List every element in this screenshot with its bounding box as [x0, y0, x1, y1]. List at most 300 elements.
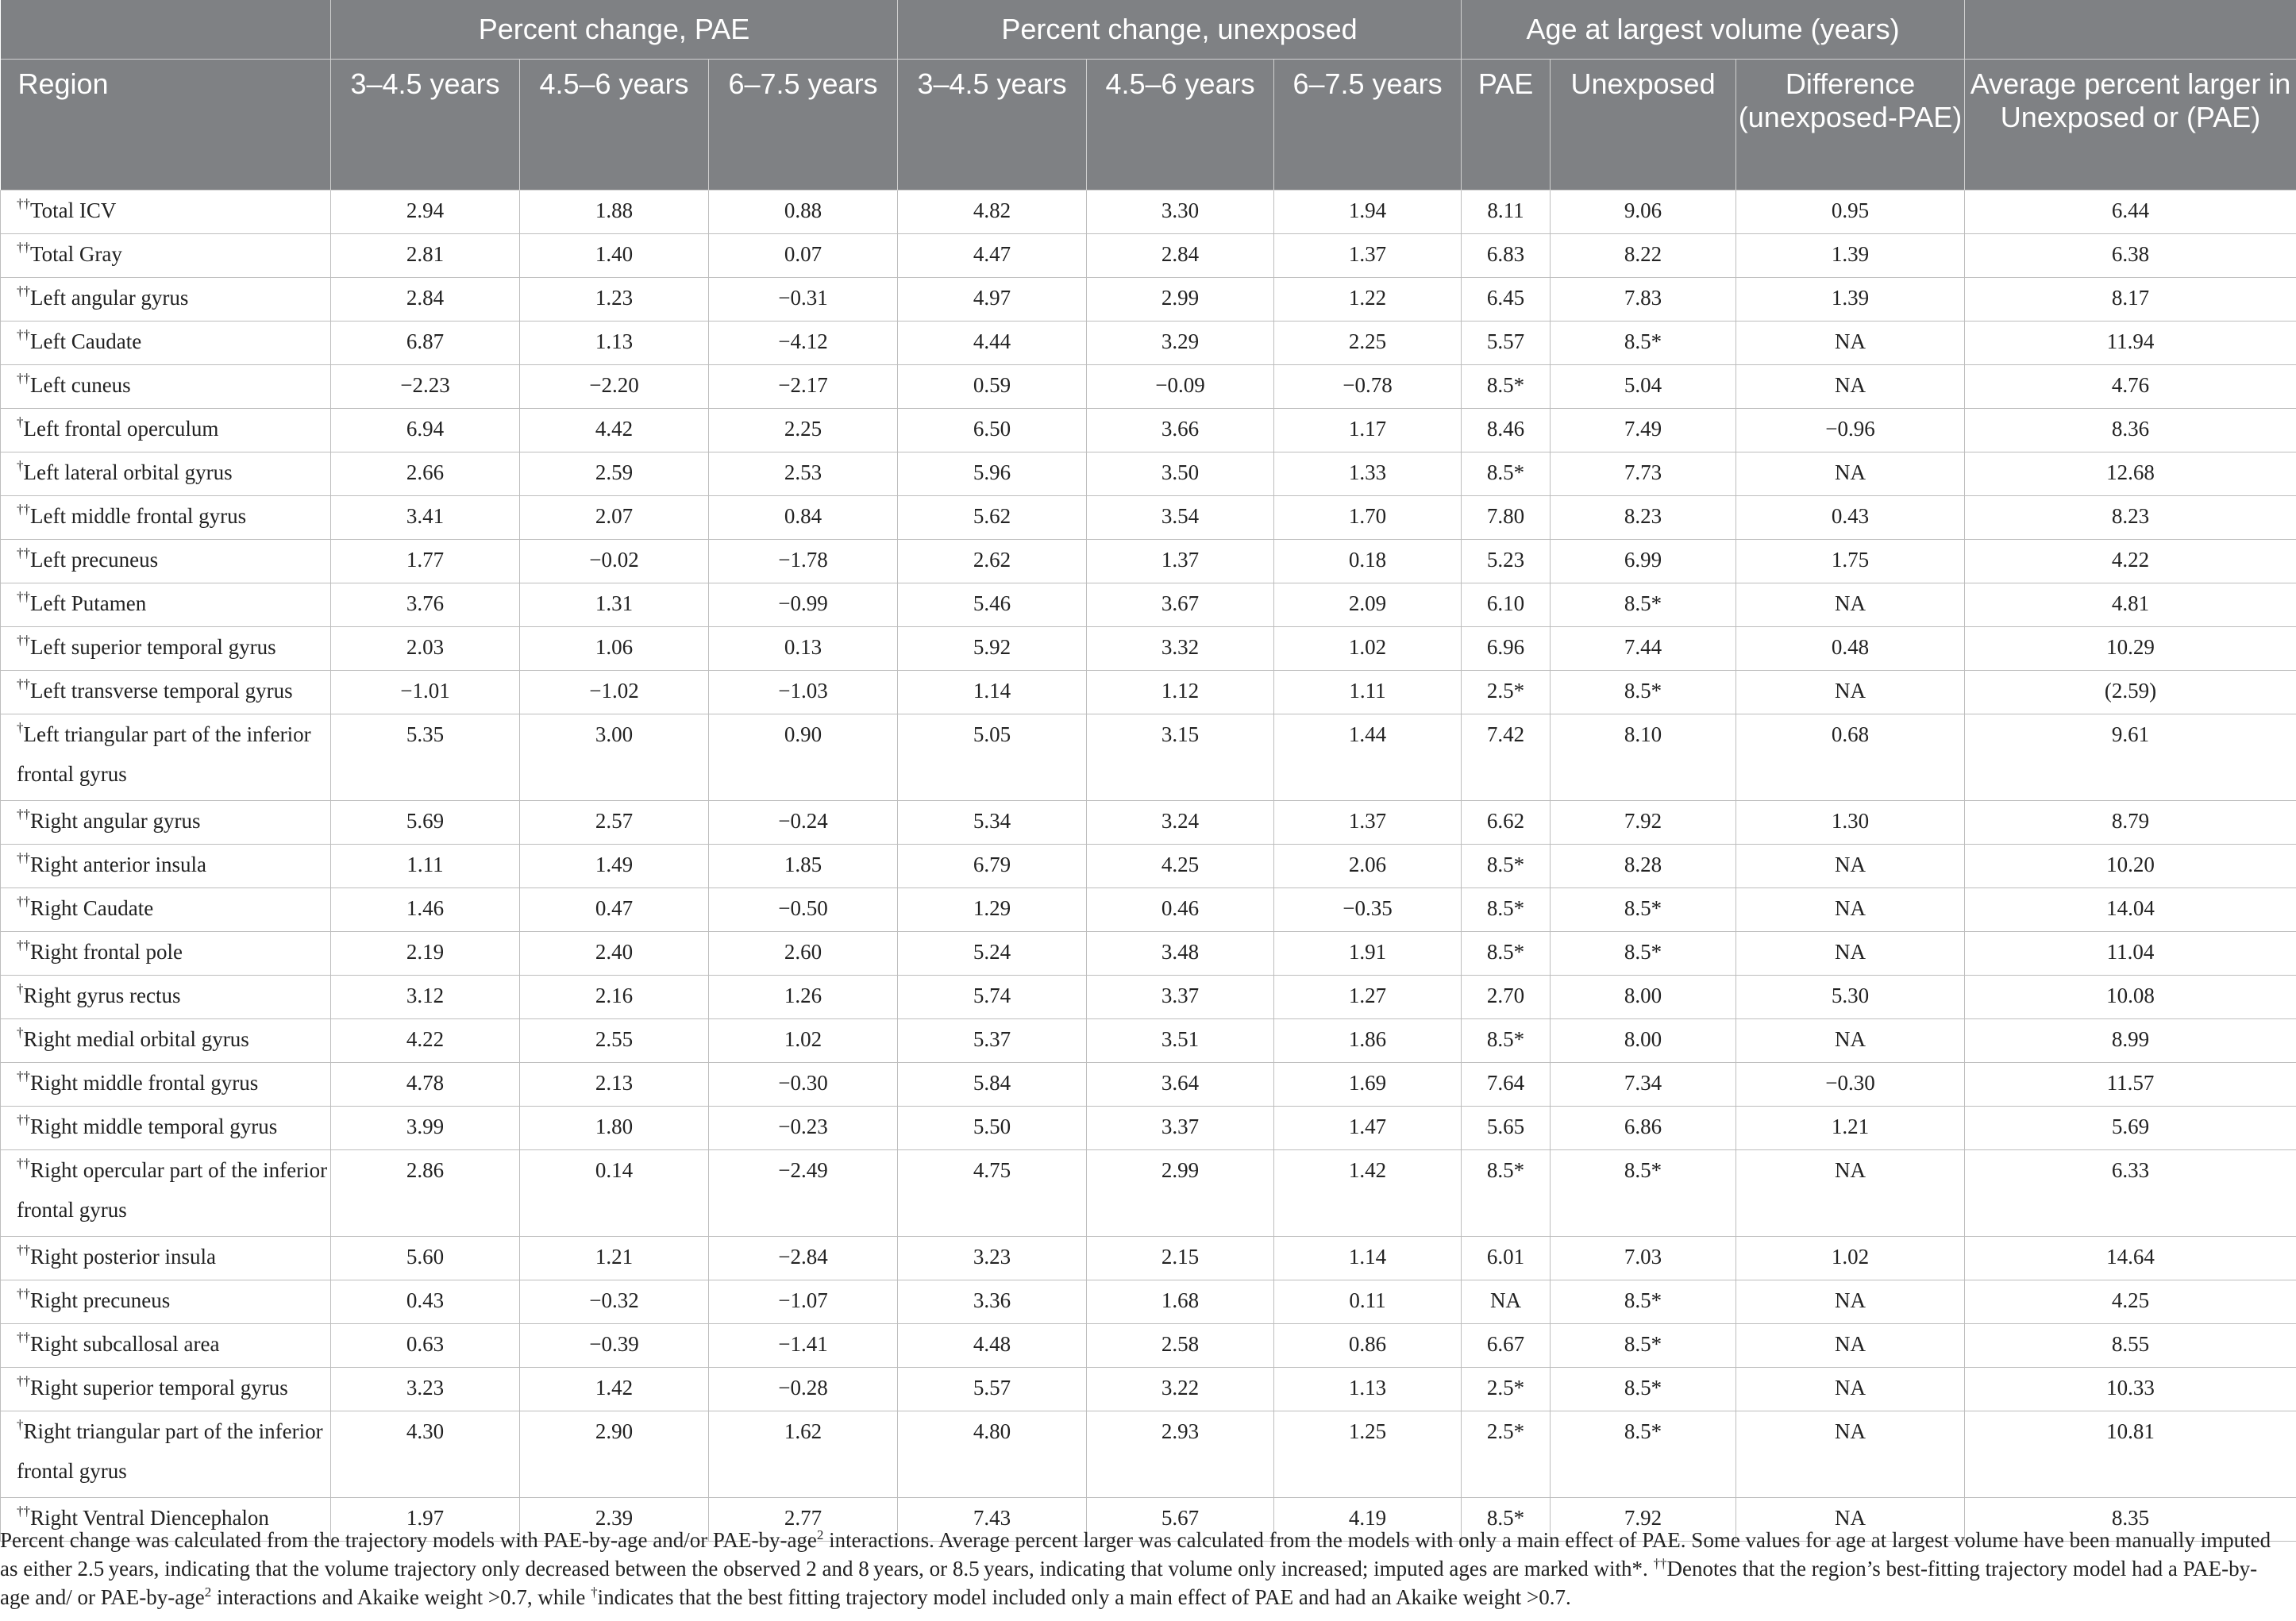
- region-name: Right middle temporal gyrus: [30, 1115, 278, 1138]
- value-cell: 8.35: [1965, 1498, 2296, 1542]
- value-cell: −0.30: [1736, 1063, 1965, 1107]
- value-cell: −0.39: [520, 1324, 709, 1368]
- value-cell: 4.76: [1965, 365, 2296, 409]
- significance-marker: †: [17, 458, 24, 473]
- significance-marker: †: [17, 720, 24, 735]
- value-cell: 8.5*: [1462, 888, 1551, 932]
- value-cell: 1.40: [520, 234, 709, 278]
- value-cell: 5.37: [898, 1019, 1087, 1063]
- value-cell: 4.82: [898, 191, 1087, 234]
- value-cell: 1.39: [1736, 278, 1965, 322]
- significance-marker: †: [17, 1417, 24, 1432]
- value-cell: 10.20: [1965, 845, 2296, 888]
- value-cell: 1.26: [709, 976, 898, 1019]
- value-cell: 0.43: [331, 1280, 520, 1324]
- table-row: [1, 1107, 2296, 1150]
- column-header: 3–4.5 years: [331, 60, 520, 191]
- region-cell: [1, 845, 331, 888]
- table-row: [1, 714, 2296, 801]
- value-cell: 6.96: [1462, 627, 1551, 671]
- region-cell: [1, 627, 331, 671]
- value-cell: 6.67: [1462, 1324, 1551, 1368]
- significance-marker: ††: [17, 1286, 30, 1301]
- group-header-unexposed: Percent change, unexposed: [898, 0, 1462, 60]
- value-cell: 2.94: [331, 191, 520, 234]
- value-cell: 2.06: [1274, 845, 1462, 888]
- region-cell: [1, 234, 331, 278]
- value-cell: 9.61: [1965, 714, 2296, 801]
- value-cell: −0.30: [709, 1063, 898, 1107]
- value-cell: 1.25: [1274, 1411, 1462, 1498]
- value-cell: 3.51: [1087, 1019, 1274, 1063]
- value-cell: −2.20: [520, 365, 709, 409]
- value-cell: NA: [1736, 1280, 1965, 1324]
- value-cell: 1.86: [1274, 1019, 1462, 1063]
- value-cell: 2.5*: [1462, 1368, 1551, 1411]
- value-cell: 4.75: [898, 1150, 1087, 1237]
- value-cell: 6.99: [1551, 540, 1736, 583]
- value-cell: 1.68: [1087, 1280, 1274, 1324]
- value-cell: 1.49: [520, 845, 709, 888]
- region-cell: [1, 976, 331, 1019]
- value-cell: 2.07: [520, 496, 709, 540]
- value-cell: 2.93: [1087, 1411, 1274, 1498]
- value-cell: 8.55: [1965, 1324, 2296, 1368]
- significance-marker: ††: [17, 1504, 30, 1519]
- significance-marker: ††: [17, 196, 30, 211]
- significance-marker: ††: [17, 240, 30, 255]
- value-cell: 1.77: [331, 540, 520, 583]
- region-name: Left triangular part of the inferior frontal gyrus: [17, 722, 311, 786]
- significance-marker: †: [17, 1025, 24, 1040]
- value-cell: 0.43: [1736, 496, 1965, 540]
- footnote-text-4: interactions and Akaike weight >0.7, while: [211, 1585, 591, 1609]
- table-row: [1, 278, 2296, 322]
- value-cell: NA: [1736, 1150, 1965, 1237]
- column-header: 6–7.5 years: [709, 60, 898, 191]
- significance-marker: ††: [17, 371, 30, 386]
- value-cell: 7.92: [1551, 1498, 1736, 1542]
- value-cell: 5.74: [898, 976, 1087, 1019]
- value-cell: 0.47: [520, 888, 709, 932]
- value-cell: NA: [1736, 845, 1965, 888]
- region-cell: [1, 540, 331, 583]
- value-cell: 5.57: [1462, 322, 1551, 365]
- table-header: [1, 0, 2296, 191]
- value-cell: 5.92: [898, 627, 1087, 671]
- value-cell: 14.64: [1965, 1237, 2296, 1280]
- region-name: Right precuneus: [30, 1288, 171, 1312]
- region-cell: [1, 1411, 331, 1498]
- significance-marker: ††: [17, 894, 30, 909]
- value-cell: 8.10: [1551, 714, 1736, 801]
- value-cell: 4.19: [1274, 1498, 1462, 1542]
- value-cell: 0.95: [1736, 191, 1965, 234]
- value-cell: −0.96: [1736, 409, 1965, 452]
- value-cell: 2.60: [709, 932, 898, 976]
- region-cell: [1, 583, 331, 627]
- value-cell: 1.31: [520, 583, 709, 627]
- value-cell: 1.88: [520, 191, 709, 234]
- value-cell: 1.42: [1274, 1150, 1462, 1237]
- value-cell: 6.83: [1462, 234, 1551, 278]
- value-cell: 5.96: [898, 452, 1087, 496]
- significance-marker: †: [17, 414, 24, 429]
- value-cell: 5.35: [331, 714, 520, 801]
- value-cell: 11.04: [1965, 932, 2296, 976]
- value-cell: 7.03: [1551, 1237, 1736, 1280]
- significance-marker: ††: [17, 676, 30, 691]
- value-cell: 2.5*: [1462, 1411, 1551, 1498]
- value-cell: 2.59: [520, 452, 709, 496]
- region-cell: [1, 1324, 331, 1368]
- table-row: [1, 365, 2296, 409]
- significance-marker: ††: [17, 938, 30, 953]
- value-cell: −0.35: [1274, 888, 1462, 932]
- group-header-pae: Percent change, PAE: [331, 0, 898, 60]
- value-cell: 3.12: [331, 976, 520, 1019]
- value-cell: 8.5*: [1462, 452, 1551, 496]
- value-cell: 2.15: [1087, 1237, 1274, 1280]
- value-cell: 0.48: [1736, 627, 1965, 671]
- value-cell: 2.70: [1462, 976, 1551, 1019]
- table-row: [1, 627, 2296, 671]
- value-cell: 3.24: [1087, 801, 1274, 845]
- region-name: Right medial orbital gyrus: [23, 1027, 249, 1051]
- value-cell: −1.01: [331, 671, 520, 714]
- value-cell: 3.76: [331, 583, 520, 627]
- value-cell: 7.34: [1551, 1063, 1736, 1107]
- value-cell: 8.79: [1965, 801, 2296, 845]
- value-cell: 12.68: [1965, 452, 2296, 496]
- region-name: Right frontal pole: [30, 940, 183, 964]
- value-cell: 1.70: [1274, 496, 1462, 540]
- value-cell: 1.97: [331, 1498, 520, 1542]
- region-cell: [1, 322, 331, 365]
- value-cell: 4.48: [898, 1324, 1087, 1368]
- value-cell: −2.17: [709, 365, 898, 409]
- region-cell: [1, 932, 331, 976]
- value-cell: 0.68: [1736, 714, 1965, 801]
- value-cell: −0.24: [709, 801, 898, 845]
- value-cell: 2.5*: [1462, 671, 1551, 714]
- table-row: [1, 845, 2296, 888]
- value-cell: 1.27: [1274, 976, 1462, 1019]
- value-cell: 7.49: [1551, 409, 1736, 452]
- value-cell: 0.86: [1274, 1324, 1462, 1368]
- region-cell: [1, 191, 331, 234]
- significance-marker: ††: [17, 1242, 30, 1257]
- value-cell: 8.23: [1551, 496, 1736, 540]
- value-cell: 7.73: [1551, 452, 1736, 496]
- region-cell: [1, 1019, 331, 1063]
- value-cell: 7.80: [1462, 496, 1551, 540]
- value-cell: 8.5*: [1462, 1019, 1551, 1063]
- value-cell: −0.02: [520, 540, 709, 583]
- value-cell: 3.32: [1087, 627, 1274, 671]
- table-row: [1, 888, 2296, 932]
- group-header-age: Age at largest volume (years): [1462, 0, 1965, 60]
- value-cell: 7.44: [1551, 627, 1736, 671]
- value-cell: 5.69: [331, 801, 520, 845]
- value-cell: NA: [1736, 452, 1965, 496]
- value-cell: 0.90: [709, 714, 898, 801]
- value-cell: 6.87: [331, 322, 520, 365]
- value-cell: 7.43: [898, 1498, 1087, 1542]
- significance-marker: ††: [17, 1112, 30, 1127]
- value-cell: 14.04: [1965, 888, 2296, 932]
- value-cell: 4.22: [1965, 540, 2296, 583]
- value-cell: 0.84: [709, 496, 898, 540]
- table-row: [1, 1411, 2296, 1498]
- footnote-sup-1: 2: [816, 1527, 824, 1542]
- value-cell: 8.5*: [1462, 365, 1551, 409]
- value-cell: −4.12: [709, 322, 898, 365]
- value-cell: 1.80: [520, 1107, 709, 1150]
- value-cell: 3.22: [1087, 1368, 1274, 1411]
- region-cell: [1, 452, 331, 496]
- region-name: Left cuneus: [30, 373, 131, 397]
- region-cell: [1, 671, 331, 714]
- value-cell: NA: [1736, 583, 1965, 627]
- value-cell: 3.23: [331, 1368, 520, 1411]
- table-row: [1, 671, 2296, 714]
- value-cell: 8.00: [1551, 1019, 1736, 1063]
- value-cell: 6.50: [898, 409, 1087, 452]
- value-cell: 4.25: [1965, 1280, 2296, 1324]
- significance-marker: ††: [17, 1330, 30, 1345]
- value-cell: 1.39: [1736, 234, 1965, 278]
- region-cell: [1, 409, 331, 452]
- table-row: [1, 322, 2296, 365]
- region-name: Right Caudate: [30, 896, 154, 920]
- region-name: Left superior temporal gyrus: [30, 635, 276, 659]
- value-cell: 6.94: [331, 409, 520, 452]
- value-cell: 3.23: [898, 1237, 1087, 1280]
- significance-marker: ††: [17, 283, 30, 298]
- value-cell: 4.25: [1087, 845, 1274, 888]
- value-cell: NA: [1736, 1411, 1965, 1498]
- table-row: [1, 234, 2296, 278]
- value-cell: 4.42: [520, 409, 709, 452]
- value-cell: 3.54: [1087, 496, 1274, 540]
- column-header: 3–4.5 years: [898, 60, 1087, 191]
- table-row: [1, 452, 2296, 496]
- region-cell: [1, 714, 331, 801]
- region-cell: [1, 496, 331, 540]
- significance-marker: ††: [17, 589, 30, 604]
- value-cell: 8.17: [1965, 278, 2296, 322]
- value-cell: 6.33: [1965, 1150, 2296, 1237]
- value-cell: 3.48: [1087, 932, 1274, 976]
- value-cell: 0.13: [709, 627, 898, 671]
- table-row: [1, 540, 2296, 583]
- value-cell: 2.84: [1087, 234, 1274, 278]
- value-cell: 5.69: [1965, 1107, 2296, 1150]
- value-cell: 11.94: [1965, 322, 2296, 365]
- region-name: Left transverse temporal gyrus: [30, 679, 293, 703]
- significance-marker: ††: [17, 1068, 30, 1084]
- value-cell: 2.99: [1087, 278, 1274, 322]
- significance-marker: ††: [17, 327, 30, 342]
- value-cell: 8.5*: [1462, 1150, 1551, 1237]
- value-cell: 3.30: [1087, 191, 1274, 234]
- value-cell: 1.21: [1736, 1107, 1965, 1150]
- value-cell: −0.99: [709, 583, 898, 627]
- region-name: Left precuneus: [30, 548, 159, 572]
- table-row: [1, 1280, 2296, 1324]
- value-cell: 1.02: [1736, 1237, 1965, 1280]
- value-cell: 5.62: [898, 496, 1087, 540]
- value-cell: 4.80: [898, 1411, 1087, 1498]
- value-cell: 6.62: [1462, 801, 1551, 845]
- value-cell: 2.40: [520, 932, 709, 976]
- region-name: Right angular gyrus: [30, 809, 201, 833]
- value-cell: 1.29: [898, 888, 1087, 932]
- value-cell: 1.02: [709, 1019, 898, 1063]
- significance-marker: ††: [17, 850, 30, 865]
- region-cell: [1, 801, 331, 845]
- column-header: Difference (unexposed-PAE): [1736, 60, 1965, 191]
- value-cell: 1.23: [520, 278, 709, 322]
- region-name: Left angular gyrus: [30, 286, 189, 310]
- region-cell: [1, 365, 331, 409]
- value-cell: 1.02: [1274, 627, 1462, 671]
- value-cell: 3.00: [520, 714, 709, 801]
- value-cell: 2.09: [1274, 583, 1462, 627]
- value-cell: 8.46: [1462, 409, 1551, 452]
- value-cell: 3.50: [1087, 452, 1274, 496]
- value-cell: 2.25: [1274, 322, 1462, 365]
- footnote-text-1: Percent change was calculated from the trajectory models with PAE-by-age and/or PAE-by-age: [0, 1528, 817, 1552]
- value-cell: 2.81: [331, 234, 520, 278]
- value-cell: 8.5*: [1551, 1324, 1736, 1368]
- value-cell: 10.33: [1965, 1368, 2296, 1411]
- region-name: Total Gray: [30, 242, 122, 266]
- significance-marker: ††: [17, 502, 30, 517]
- region-name: Right opercular part of the inferior frontal gyrus: [17, 1158, 328, 1222]
- value-cell: 7.92: [1551, 801, 1736, 845]
- value-cell: 2.62: [898, 540, 1087, 583]
- value-cell: 0.18: [1274, 540, 1462, 583]
- value-cell: 6.44: [1965, 191, 2296, 234]
- region-cell: [1, 1280, 331, 1324]
- region-name: Left Putamen: [30, 591, 147, 615]
- value-cell: 8.00: [1551, 976, 1736, 1019]
- footnote: [0, 1526, 2286, 1611]
- value-cell: 8.5*: [1551, 1280, 1736, 1324]
- value-cell: 1.12: [1087, 671, 1274, 714]
- value-cell: 10.81: [1965, 1411, 2296, 1498]
- region-name: Right Ventral Diencephalon: [30, 1506, 269, 1530]
- value-cell: 1.85: [709, 845, 898, 888]
- value-cell: 1.14: [1274, 1237, 1462, 1280]
- value-cell: 1.13: [520, 322, 709, 365]
- footnote-sup-2: ††: [1653, 1556, 1667, 1571]
- value-cell: 2.19: [331, 932, 520, 976]
- value-cell: 2.66: [331, 452, 520, 496]
- value-cell: 4.44: [898, 322, 1087, 365]
- value-cell: 9.06: [1551, 191, 1736, 234]
- region-name: Left Caudate: [30, 329, 142, 353]
- significance-marker: ††: [17, 633, 30, 648]
- value-cell: 6.79: [898, 845, 1087, 888]
- value-cell: 1.22: [1274, 278, 1462, 322]
- region-cell: [1, 1237, 331, 1280]
- value-cell: 1.13: [1274, 1368, 1462, 1411]
- column-header: Average percent larger in Unexposed or (PAE): [1965, 60, 2296, 191]
- value-cell: 5.50: [898, 1107, 1087, 1150]
- value-cell: NA: [1736, 1019, 1965, 1063]
- value-cell: 3.37: [1087, 976, 1274, 1019]
- value-cell: 5.67: [1087, 1498, 1274, 1542]
- value-cell: 1.37: [1274, 801, 1462, 845]
- table-row: [1, 1063, 2296, 1107]
- value-cell: 2.03: [331, 627, 520, 671]
- value-cell: −0.32: [520, 1280, 709, 1324]
- value-cell: 11.57: [1965, 1063, 2296, 1107]
- column-header: 4.5–6 years: [520, 60, 709, 191]
- value-cell: 6.86: [1551, 1107, 1736, 1150]
- value-cell: 2.84: [331, 278, 520, 322]
- region-cell: [1, 888, 331, 932]
- value-cell: 1.21: [520, 1237, 709, 1280]
- footnote-text-5: indicates that the best fitting trajectory model included only a main effect of PAE and had an Akaike weight >0.7.: [597, 1585, 1571, 1609]
- value-cell: 2.39: [520, 1498, 709, 1542]
- value-cell: 0.11: [1274, 1280, 1462, 1324]
- value-cell: NA: [1736, 888, 1965, 932]
- value-cell: 1.69: [1274, 1063, 1462, 1107]
- value-cell: −1.41: [709, 1324, 898, 1368]
- value-cell: 8.5*: [1462, 1498, 1551, 1542]
- value-cell: 2.55: [520, 1019, 709, 1063]
- value-cell: 5.60: [331, 1237, 520, 1280]
- value-cell: 5.84: [898, 1063, 1087, 1107]
- value-cell: 5.65: [1462, 1107, 1551, 1150]
- footnote-text-3: Denotes that the region’s best-fitting trajectory model had a PAE-by-age and/ or PAE-by-age: [0, 1557, 2258, 1609]
- value-cell: 0.63: [331, 1324, 520, 1368]
- value-cell: −0.78: [1274, 365, 1462, 409]
- value-cell: 5.05: [898, 714, 1087, 801]
- value-cell: 1.46: [331, 888, 520, 932]
- header-blank-right: [1965, 0, 2296, 60]
- value-cell: 1.30: [1736, 801, 1965, 845]
- value-cell: 5.34: [898, 801, 1087, 845]
- significance-marker: †: [17, 981, 24, 996]
- value-cell: 3.66: [1087, 409, 1274, 452]
- value-cell: 8.5*: [1551, 1368, 1736, 1411]
- table-row: [1, 496, 2296, 540]
- value-cell: 8.5*: [1551, 1150, 1736, 1237]
- value-cell: 2.77: [709, 1498, 898, 1542]
- value-cell: 5.24: [898, 932, 1087, 976]
- value-cell: 6.38: [1965, 234, 2296, 278]
- value-cell: 4.30: [331, 1411, 520, 1498]
- value-cell: 2.86: [331, 1150, 520, 1237]
- region-name: Right posterior insula: [30, 1245, 216, 1269]
- region-name: Right subcallosal area: [30, 1332, 220, 1356]
- value-cell: 0.88: [709, 191, 898, 234]
- value-cell: 1.91: [1274, 932, 1462, 976]
- header-blank: [1, 0, 331, 60]
- value-cell: 0.14: [520, 1150, 709, 1237]
- region-name: Left middle frontal gyrus: [30, 504, 247, 528]
- region-name: Right middle frontal gyrus: [30, 1071, 259, 1095]
- value-cell: 2.57: [520, 801, 709, 845]
- value-cell: 8.5*: [1551, 322, 1736, 365]
- value-cell: (2.59): [1965, 671, 2296, 714]
- value-cell: 8.22: [1551, 234, 1736, 278]
